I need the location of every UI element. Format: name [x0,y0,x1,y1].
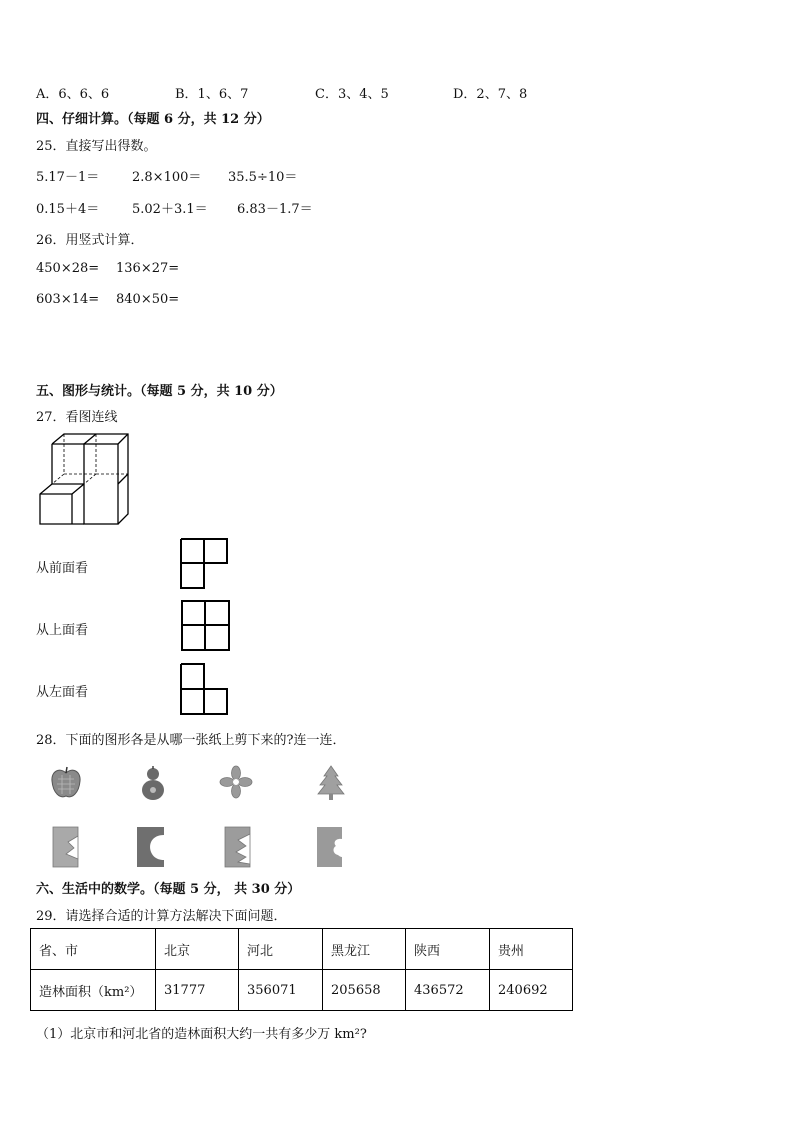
paper-piece-2 [136,826,166,868]
table-header-row [31,929,573,970]
table-cell: 240692 [490,970,573,1011]
q25-title: 25．直接写出得数。 [36,139,157,154]
calc-item: 0.15＋4＝ [36,202,100,217]
paper-piece-3 [224,826,254,868]
section6-title: 六、生活中的数学。（每题 5 分， 共 30 分） [36,882,301,897]
table-row [31,970,573,1011]
option-c: C．3、4、5 [315,87,389,102]
q26-title: 26．用竖式计算． [36,233,144,248]
table-cell: 陕西 [406,929,490,970]
cube-stack-figure [38,432,130,528]
option-a: A．6、6、6 [36,87,110,102]
q29-title: 29．请选择合适的计算方法解决下面问题． [36,909,287,924]
table-cell: 205658 [323,970,406,1011]
q27-title: 27．看图连线 [36,410,118,425]
view-label-top: 从上面看 [36,623,89,638]
view-shape-l-bottom [180,663,230,717]
afforestation-table [30,928,573,1011]
view-shape-l-top [180,538,230,590]
table-cell: 436572 [406,970,490,1011]
section5-title: 五、图形与统计。（每题 5 分，共 10 分） [36,384,283,399]
view-label-left: 从左面看 [36,685,89,700]
calc-item: 5.02＋3.1＝ [132,202,208,217]
gourd-icon [138,765,168,801]
apple-icon [50,765,82,801]
vertical-calc-item: 450×28= [36,261,100,276]
view-label-front: 从前面看 [36,561,89,576]
option-d: D．2、7、8 [453,87,528,102]
paper-piece-1 [52,826,82,868]
calc-item: 2.8×100＝ [132,170,202,185]
table-cell: 河北 [239,929,323,970]
view-shape-square-grid [181,600,231,652]
option-b: B．1、6、7 [175,87,249,102]
vertical-calc-item: 136×27= [116,261,180,276]
paper-piece-4 [316,826,346,868]
table-cell: 31777 [156,970,239,1011]
table-cell: 造林面积（km²） [31,970,156,1011]
calc-item: 35.5÷10＝ [228,170,298,185]
section4-title: 四、仔细计算。（每题 6 分，共 12 分） [36,112,270,127]
calc-item: 5.17－1＝ [36,170,100,185]
calc-item: 6.83－1.7＝ [237,202,313,217]
vertical-calc-item: 603×14= [36,292,100,307]
q29-sub1: （1）北京市和河北省的造林面积大约一共有多少万 km²? [36,1027,367,1042]
table-cell: 省、市 [31,929,156,970]
table-cell: 356071 [239,970,323,1011]
q28-title: 28．下面的图形各是从哪一张纸上剪下来的?连一连． [36,733,346,748]
flower-icon [220,765,252,799]
table-cell: 贵州 [490,929,573,970]
vertical-calc-item: 840×50= [116,292,180,307]
table-cell: 黑龙江 [323,929,406,970]
tree-icon [316,765,346,801]
table-cell: 北京 [156,929,239,970]
